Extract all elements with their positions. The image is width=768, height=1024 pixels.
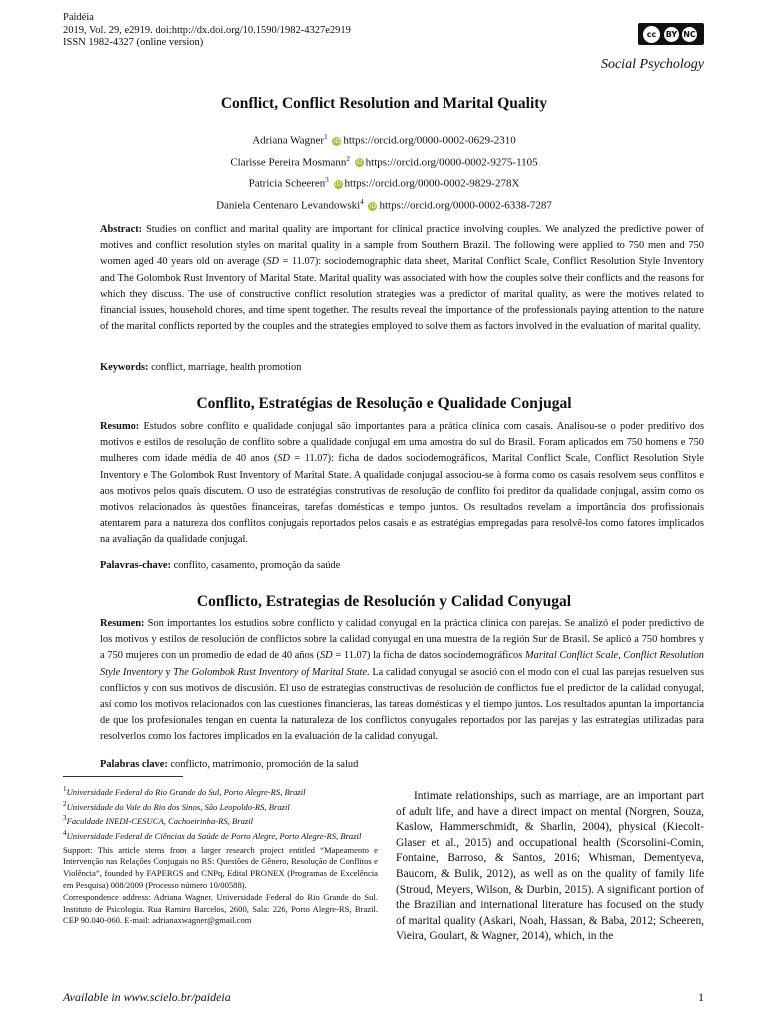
orcid-icon: iD [333, 137, 340, 145]
creative-commons-badge[interactable] [638, 23, 704, 45]
keywords-en [100, 362, 301, 373]
affiliation-text: Universidade Federal de Ciências da Saúde de Porto Alegre, Porto Alegre-RS, Brazil [66, 830, 362, 841]
author-2 [0, 150, 768, 172]
journal-name: Paidéia [63, 12, 94, 23]
affiliation-4 [63, 828, 378, 843]
sd-symbol: SD [266, 256, 280, 268]
abstract-text-b: = 11.07): sociodemographic data sheet, Marital Conflict Scale, Conflict Resolution Style Inventory and The Golombok Rust Inventory of Marital State. Marital quality was associated with how the couples solve their conflicts and the reasons for which they discuss. The use of constructive conflict resolution strategies was a predictor of marital quality, as were the motives related to financial issues, household chores, and time spent together. The results reveal the importance of the professionals paying attention to the nature of the marital conflicts reported by the couples and the strategies employed to solve them as factors involved in the evaluation of marital quality. [100, 256, 704, 333]
abstract-text-d: . La calidad conyugal se asoció con el modo con el cual las parejas resuelven sus conflictos y con sus motivos de discusión. El uso de estrategias constructivas de resolución de conflictos fue el predictor de la calidad conyugal, así como los motivos relacionados con las cuestiones financieras, las tareas domésticas y el tiempo juntos. Los resultados apuntan la importancia de que los profesionales tengan en cuenta la naturaleza de los conflictos conyugales reportados por las parejas y las estrategias utilizadas para resolverlos como los factores implicados en la evaluación de la calidad conyugal. [100, 666, 705, 743]
author-name: Daniela Centenaro Levandowski [216, 199, 361, 212]
abstract-text-b: = 11.07) la ficha de datos sociodemográficos [332, 650, 525, 662]
abstract-text-a: Studies on conflict and marital quality are important for clinical practice involving couples. We analyzed the predictive power of motives and conflict resolution styles on marital quality in a sample from Southern Brazil. The following were applied to 750 men and 750 women aged 40 years old on average ( [100, 224, 704, 268]
abstract-label: Resumen: [100, 618, 145, 629]
abstract-label: Abstract: [100, 224, 143, 235]
journal-issn: ISSN 1982-4327 (online version) [63, 37, 204, 48]
by-icon: BY [664, 27, 679, 42]
author-sup: 1 [324, 133, 328, 141]
orcid-icon: iD [369, 202, 377, 210]
affiliation-sup: 2 [63, 799, 67, 808]
abstract-es [100, 616, 704, 746]
author-name: Patricia Scheeren [248, 177, 326, 190]
author-list [0, 128, 768, 215]
sd-symbol: SD [319, 650, 333, 662]
section-label: Social Psychology [600, 57, 704, 72]
abstract-text-a: Son importantes los estudios sobre conflicto y calidad conyugal en la práctica clínica con parejas. Se analizó el poder predictivo de los motivos y estilos de resolución de conflictos sobre la calidad conyugal en una muestra de la región Sur de Brasil. Se aplicó a 750 hombres y a 750 mujeres con un promedio de edad de 40 años ( [100, 618, 704, 662]
affiliation-text: Universidade Federal do Rio Grande do Sul, Porto Alegre-RS, Brazil [66, 786, 306, 797]
keywords-label: Keywords: [100, 362, 149, 373]
correspondence-note: Correspondence address: Adriana Wagner. Universidade Federal do Rio Grande do Sul. Instituto de Psicologia. Rua Ramiro Barcelos, 2600, Sala: 226, Porto Alegre-RS, Brazil. CEP 90.040-060. E-mail: adrianaxwagner@gmail.com [63, 891, 378, 926]
affiliation-1 [63, 784, 378, 799]
abstract-text-c: y [162, 666, 174, 678]
orcid-link[interactable]: https://orcid.org/0000-0002-0629-2310 [343, 134, 516, 147]
affiliation-sup: 3 [63, 814, 67, 823]
affiliation-text: Faculdade INEDI-CESUCA, Cachoeirinha-RS, Brazil [66, 816, 253, 827]
keywords-label: Palavras-chave: [100, 560, 171, 571]
author-name: Clarisse Pereira Mosmann [230, 156, 347, 169]
sd-symbol: SD [277, 453, 291, 465]
title-es: Conflicto, Estrategias de Resolución y Calidad Conyugal [196, 593, 572, 610]
abstract-italic-2: The Golombok Rust Inventory of Marital State [173, 666, 368, 678]
keywords-text: conflicto, matrimonio, promoción de la salud [167, 759, 359, 770]
cc-icon: cc [642, 25, 661, 44]
orcid-link[interactable]: https://orcid.org/0000-0002-6338-7287 [379, 199, 552, 212]
abstract-label: Resumo: [100, 421, 140, 432]
page-number: 1 [698, 990, 704, 1004]
author-sup: 3 [325, 176, 329, 185]
footnote-divider [63, 776, 183, 777]
orcid-link[interactable]: https://orcid.org/0000-0002-9275-1105 [365, 156, 538, 169]
keywords-text: conflito, casamento, promoção da saúde [170, 560, 341, 571]
keywords-text: conflict, marriage, health promotion [148, 362, 302, 373]
orcid-icon: iD [334, 180, 342, 188]
footnotes [63, 784, 378, 927]
support-note: Support: This article stems from a larger research project entitled “Mapeamento e Intervenção nas Relações Conjugais no RS: Questões de Gênero, Resolução de Conflitos e Violência”, founded by FAPERGS and CNPq, Edital PRONEX (Programas de Excelência em Pesquisa) 008/2009 (Processo número 10/00588). [63, 844, 378, 891]
affiliation-text: Universidade do Vale do Rio dos Sinos, São Leopoldo-RS, Brazil [66, 801, 290, 812]
title-pt: Conflito, Estratégias de Resolução e Qualidade Conjugal [196, 395, 572, 412]
author-3 [0, 171, 768, 193]
keywords-es [100, 759, 358, 770]
introduction-paragraph: Intimate relationships, such as marriage, are an important part of adult life, and have a direct impact on mental (Norgren, Souza, Kaslow, Hammerschmidt, & Sharlin, 2004), physical (Kiecolt-Glaser et al., 2015) and occupational health (Scorsolini-Comin, Fontaine, Barroso, & Santos, 2016; Whisman, Dementyeva, Baucom, & Bulik, 2012), as well as on the quality of family life (Stroud, Meyers, Wilson, & Durbin, 2015). A significant portion of the Brazilian and international literature has focused on the study of marital quality (Askari, Noah, Hassan, & Baba, 2012; Scheeren, Vieira, Goulart, & Wagner, 2014), which, in the [396, 790, 704, 943]
orcid-link[interactable]: https://orcid.org/0000-0002-9829-278X [344, 177, 520, 190]
journal-citation: 2019, Vol. 29, e2919. doi:http://dx.doi.org/10.1590/1982-4327e2919 [63, 24, 351, 36]
affiliation-3 [63, 813, 378, 828]
abstract-text-a: Estudos sobre conflito e qualidade conjugal são importantes para a prática clínica com casais. Analisou-se o poder preditivo dos motivos e estilos de resolução de conflito sobre a qualidade conjugal em uma amostra do sul do Brasil. Foram aplicados em 750 homens e 750 mulheres com idade média de 40 anos ( [100, 421, 704, 465]
keywords-label: Palabras clave: [100, 759, 168, 770]
author-name: Adriana Wagner [252, 134, 325, 147]
nc-icon: NC [682, 27, 697, 42]
author-sup: 2 [346, 154, 350, 163]
affiliation-sup: 1 [63, 785, 67, 793]
orcid-icon: iD [356, 159, 363, 167]
abstract-en [100, 222, 704, 335]
affiliation-sup: 4 [63, 828, 67, 837]
affiliation-2 [63, 799, 378, 814]
abstract-italic-1: Marital Conflict Scale, Conflict Resolution Style Inventory [100, 650, 704, 678]
abstract-text-b: = 11.07): ficha de dados sociodemográficos, Marital Conflict Scale, Conflict Resolution Style Inventory e The Golombok Rust Inventory of Marital State. A qualidade conjugal associou-se à forma como os casais resolvem seus conflitos e aos motivos pelos quais discutem. O uso de estratégias construtivas de resolução de conflito foi preditor da qualidade conjugal, assim como os motivos relacionados às questões financeiras, tarefas domésticas e tempo juntos. Os resultados revelam a importância dos profissionais atentarem para a natureza dos conflitos conjugais reportados pelos casais e as estratégias empregadas para resolvê-los como fatores implicados na avaliação da qualidade conjugal. [100, 453, 704, 546]
author-sup: 4 [360, 197, 364, 206]
availability-note[interactable]: Available in www.scielo.br/paideia [63, 990, 231, 1004]
abstract-pt [100, 419, 704, 549]
keywords-pt [100, 560, 340, 571]
journal-header [63, 12, 351, 50]
title-en: Conflict, Conflict Resolution and Marital Quality [220, 95, 548, 112]
author-1 [0, 128, 768, 150]
author-4 [0, 193, 768, 215]
